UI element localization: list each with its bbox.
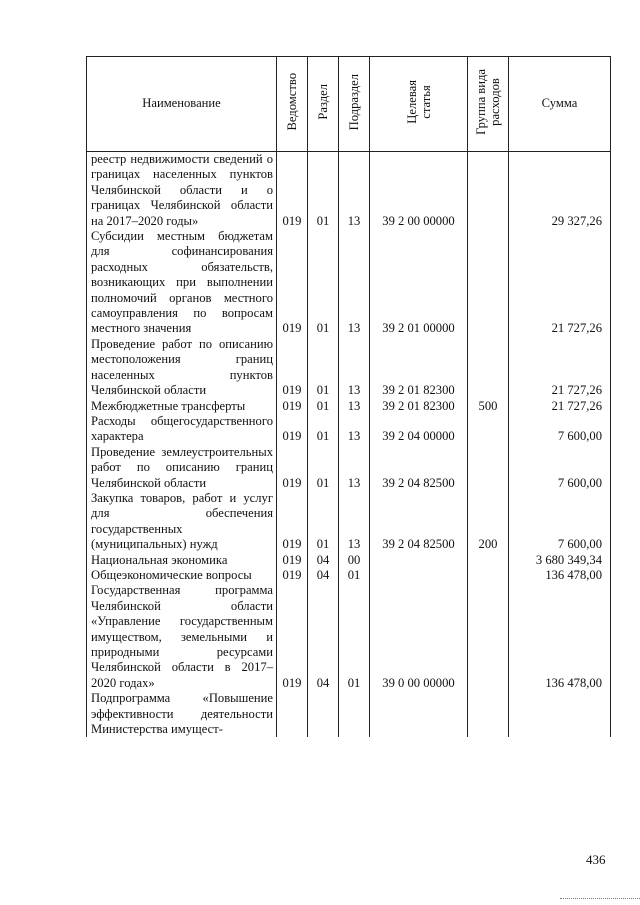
row-name: Национальная экономика bbox=[87, 553, 277, 568]
header-target: Целевая статья bbox=[370, 57, 468, 152]
row-subsection: 13 bbox=[339, 152, 370, 230]
row-group: 200 bbox=[468, 491, 509, 553]
row-sum: 136 478,00 bbox=[509, 568, 611, 583]
header-subsection: Подраздел bbox=[339, 57, 370, 152]
row-group bbox=[468, 414, 509, 445]
row-group bbox=[468, 229, 509, 337]
header-section: Раздел bbox=[308, 57, 339, 152]
table-row bbox=[87, 691, 611, 737]
table-row bbox=[87, 583, 611, 691]
row-target bbox=[370, 568, 468, 583]
row-target: 39 2 04 82500 bbox=[370, 445, 468, 491]
row-section: 04 bbox=[308, 568, 339, 583]
row-dept bbox=[277, 691, 308, 737]
row-name: Субсидии местным бюджетам для софинансирования расходных обязательств, возникающих при выполнении полномочий органов местного самоуправления по вопросам местного значения bbox=[87, 229, 277, 337]
row-dept: 019 bbox=[277, 337, 308, 399]
row-subsection: 01 bbox=[339, 568, 370, 583]
row-dept: 019 bbox=[277, 553, 308, 568]
row-subsection: 13 bbox=[339, 337, 370, 399]
table-row bbox=[87, 553, 611, 568]
row-dept: 019 bbox=[277, 583, 308, 691]
row-sum: 21 727,26 bbox=[509, 337, 611, 399]
budget-table bbox=[86, 56, 611, 737]
row-section: 01 bbox=[308, 152, 339, 230]
row-section: 04 bbox=[308, 553, 339, 568]
row-subsection: 13 bbox=[339, 445, 370, 491]
row-sum bbox=[509, 691, 611, 737]
row-group bbox=[468, 445, 509, 491]
table-row bbox=[87, 337, 611, 399]
row-name: Государственная программа Челябинской области «Управление государственным имуществом, земельными и природными ресурсами Челябинской области в 2017–2020 годах» bbox=[87, 583, 277, 691]
row-sum: 7 600,00 bbox=[509, 491, 611, 553]
row-sum: 21 727,26 bbox=[509, 229, 611, 337]
row-group bbox=[468, 553, 509, 568]
row-sum: 21 727,26 bbox=[509, 399, 611, 414]
header-dept: Ведомство bbox=[277, 57, 308, 152]
row-target: 39 2 00 00000 bbox=[370, 152, 468, 230]
row-name: Подпрограмма «Повышение эффективности деятельности Министерства имущест- bbox=[87, 691, 277, 737]
row-target bbox=[370, 553, 468, 568]
row-section bbox=[308, 691, 339, 737]
row-group: 500 bbox=[468, 399, 509, 414]
table-row bbox=[87, 491, 611, 553]
row-dept: 019 bbox=[277, 399, 308, 414]
row-target: 39 2 01 82300 bbox=[370, 337, 468, 399]
row-group bbox=[468, 337, 509, 399]
header-group: Группа вида расходов bbox=[468, 57, 509, 152]
footer-divider bbox=[560, 898, 640, 899]
row-section: 01 bbox=[308, 491, 339, 553]
row-section: 01 bbox=[308, 337, 339, 399]
table-row bbox=[87, 414, 611, 445]
row-dept: 019 bbox=[277, 229, 308, 337]
row-dept: 019 bbox=[277, 152, 308, 230]
row-section: 01 bbox=[308, 414, 339, 445]
row-section: 01 bbox=[308, 229, 339, 337]
table-row bbox=[87, 399, 611, 414]
row-sum: 3 680 349,34 bbox=[509, 553, 611, 568]
table-row bbox=[87, 152, 611, 230]
page-number: 436 bbox=[586, 852, 606, 867]
row-dept: 019 bbox=[277, 568, 308, 583]
row-section: 01 bbox=[308, 399, 339, 414]
row-name: Межбюджетные трансферты bbox=[87, 399, 277, 414]
table-header-row bbox=[87, 57, 611, 152]
row-name: Закупка товаров, работ и услуг для обеспечения государственных (муниципальных) нужд bbox=[87, 491, 277, 553]
row-subsection: 13 bbox=[339, 399, 370, 414]
header-sum: Сумма bbox=[509, 57, 611, 152]
row-target bbox=[370, 691, 468, 737]
row-target: 39 2 04 00000 bbox=[370, 414, 468, 445]
row-section: 01 bbox=[308, 445, 339, 491]
row-target: 39 0 00 00000 bbox=[370, 583, 468, 691]
row-subsection: 00 bbox=[339, 553, 370, 568]
row-sum: 7 600,00 bbox=[509, 414, 611, 445]
header-name: Наименование bbox=[87, 57, 277, 152]
row-target: 39 2 01 00000 bbox=[370, 229, 468, 337]
row-name: Проведение землеустроительных работ по описанию границ Челябинской области bbox=[87, 445, 277, 491]
row-section: 04 bbox=[308, 583, 339, 691]
table-row bbox=[87, 445, 611, 491]
table-row bbox=[87, 568, 611, 583]
row-group bbox=[468, 152, 509, 230]
table-row bbox=[87, 229, 611, 337]
row-subsection: 13 bbox=[339, 491, 370, 553]
row-subsection: 13 bbox=[339, 229, 370, 337]
row-subsection bbox=[339, 691, 370, 737]
row-sum: 29 327,26 bbox=[509, 152, 611, 230]
row-dept: 019 bbox=[277, 414, 308, 445]
row-target: 39 2 04 82500 bbox=[370, 491, 468, 553]
row-dept: 019 bbox=[277, 491, 308, 553]
row-name: Расходы общегосударственного характера bbox=[87, 414, 277, 445]
row-subsection: 01 bbox=[339, 583, 370, 691]
row-subsection: 13 bbox=[339, 414, 370, 445]
row-name: Проведение работ по описанию местоположения границ населенных пунктов Челябинской области bbox=[87, 337, 277, 399]
row-group bbox=[468, 691, 509, 737]
row-group bbox=[468, 568, 509, 583]
row-group bbox=[468, 583, 509, 691]
row-dept: 019 bbox=[277, 445, 308, 491]
row-target: 39 2 01 82300 bbox=[370, 399, 468, 414]
row-name: Общеэкономические вопросы bbox=[87, 568, 277, 583]
row-sum: 7 600,00 bbox=[509, 445, 611, 491]
row-sum: 136 478,00 bbox=[509, 583, 611, 691]
row-name: реестр недвижимости сведений о границах населенных пунктов Челябинской области и о границах Челябинской области на 2017–2020 годы» bbox=[87, 152, 277, 230]
